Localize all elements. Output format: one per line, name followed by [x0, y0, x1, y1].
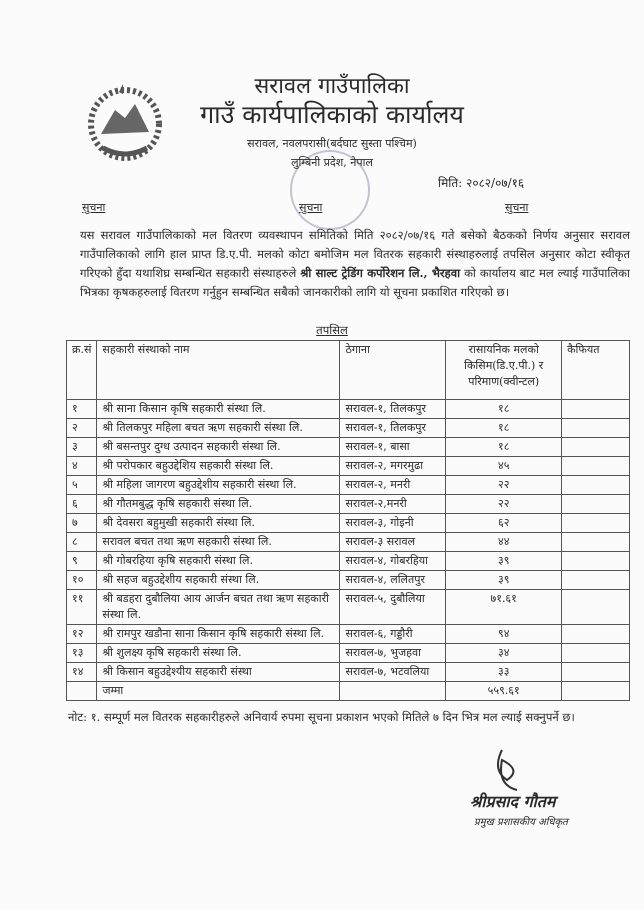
row-sn: १० — [67, 571, 97, 590]
row-address: सरावल-१, तिलकपुर — [340, 419, 446, 438]
table-row — [67, 400, 630, 419]
row-remarks — [562, 476, 630, 495]
row-address: सरावल-३, गोइनी — [340, 514, 446, 533]
col-address: ठेगाना — [340, 341, 446, 400]
row-name: श्री बसन्तपुर दुग्ध उत्पादन सहकारी संस्था लि. — [97, 438, 340, 457]
row-quantity: ३९ — [446, 552, 562, 571]
row-sn: १ — [67, 400, 97, 419]
row-sn: ५ — [67, 476, 97, 495]
row-quantity: ४५ — [446, 457, 562, 476]
row-sn: १२ — [67, 625, 97, 644]
row-remarks — [562, 419, 630, 438]
row-remarks — [562, 495, 630, 514]
body-text: यस सरावल गाउँपालिकाको मल वितरण व्यवस्थापन समितिको मिति २०८२/०७/१६ गते बसेको बैठकको निर्णय अनुसार सरावल गाउँपालिकाको लागि हाल प्राप्त डि.ए.पी. मलको कोटा बमोजिम मल वितरक सहकारी संस्थाहरुलाई तपसिल अनुसार कोटा स्वीकृत गरिएको हुँदा यथाशिघ्र सम्बन्धित सहकारी संस्थाहरुले — [80, 228, 630, 280]
table-total-row — [67, 682, 630, 701]
row-sn: १३ — [67, 644, 97, 663]
signatory-title: प्रमुख प्रशासकीय अधिकृत — [474, 817, 568, 828]
total-sn — [67, 682, 97, 701]
notice-label-right: सुचना — [505, 201, 529, 214]
total-label: जम्मा — [97, 682, 340, 701]
table-row — [67, 625, 630, 644]
row-sn: ११ — [67, 590, 97, 625]
row-remarks — [562, 590, 630, 625]
row-remarks — [562, 533, 630, 552]
row-address: सरावल-१, बासा — [340, 438, 446, 457]
row-name: श्री देवसरा बहुमुखी सहकारी संस्था लि. — [97, 514, 340, 533]
col-sn: क्र.सं — [67, 341, 97, 400]
total-address — [340, 682, 446, 701]
row-quantity: २२ — [446, 495, 562, 514]
row-address: सरावल-३ सरावल — [340, 533, 446, 552]
document-date: मिति: २०८२/०७/१६ — [438, 176, 525, 190]
municipality-title: सरावल गाउँपालिका — [254, 74, 410, 99]
row-quantity: २२ — [446, 476, 562, 495]
table-row — [67, 663, 630, 682]
row-remarks — [562, 571, 630, 590]
table-row — [67, 514, 630, 533]
col-remarks: कैफियत — [562, 341, 630, 400]
table-row — [67, 457, 630, 476]
col-name: सहकारी संस्थाको नाम — [97, 341, 340, 400]
row-address: सरावल-६, गड्डौरी — [340, 625, 446, 644]
details-heading: तपसिल — [316, 323, 348, 337]
row-sn: ७ — [67, 514, 97, 533]
row-address: सरावल-७, भटवलिया — [340, 663, 446, 682]
row-address: सरावल-४, ललितपुर — [340, 571, 446, 590]
notice-label-left: सुचना — [82, 201, 106, 214]
row-name: सरावल बचत तथा ऋण सहकारी संस्था लि. — [97, 533, 340, 552]
table-row — [67, 419, 630, 438]
row-address: सरावल-१, तिलकपुर — [340, 400, 446, 419]
table-header-row — [67, 341, 630, 400]
row-name: श्री साना किसान कृषि सहकारी संस्था लि. — [97, 400, 340, 419]
table-row — [67, 644, 630, 663]
row-sn: ९ — [67, 552, 97, 571]
row-remarks — [562, 514, 630, 533]
row-quantity: ४४ — [446, 533, 562, 552]
table-row — [67, 590, 630, 625]
row-name: श्री गौतमबुद्ध कृषि सहकारी संस्था लि. — [97, 495, 340, 514]
table-row — [67, 476, 630, 495]
row-quantity: ३९ — [446, 571, 562, 590]
row-address: सरावल-२, मगरमुढा — [340, 457, 446, 476]
row-address: सरावल-५, दुबौलिया — [340, 590, 446, 625]
row-remarks — [562, 457, 630, 476]
row-address: सरावल-४, गोबरहिया — [340, 552, 446, 571]
row-quantity: १८ — [446, 419, 562, 438]
row-address: सरावल-२, मनरी — [340, 476, 446, 495]
row-name: श्री रामपुर खडौना साना किसान कृषि सहकारी संस्था लि. — [97, 625, 340, 644]
table-row — [67, 533, 630, 552]
row-remarks — [562, 625, 630, 644]
address-line-1: सरावल, नवलपरासी(बर्दघाट सुस्ता पश्चिम) — [247, 137, 417, 150]
row-sn: १४ — [67, 663, 97, 682]
table-row — [67, 438, 630, 457]
row-quantity: ३४ — [446, 644, 562, 663]
body-text-end: को कार्यालय बाट मल ल्याई गाउँपालिका भित्रका कृषकहरुलाई वितरण गर्नुहुन सम्बन्धित सबैको जानकारीको लागि यो सूचना प्रकाशित गरिएको छ। — [80, 266, 630, 299]
row-name: श्री परोपकार बहुउद्देशिय सहकारी संस्था लि. — [97, 457, 340, 476]
row-name: श्री किसान बहुउद्देश्यीय सहकारी संस्था — [97, 663, 340, 682]
row-sn: ८ — [67, 533, 97, 552]
row-remarks — [562, 663, 630, 682]
row-name: श्री गोबरहिया कृषि सहकारी संस्था लि. — [97, 552, 340, 571]
row-sn: २ — [67, 419, 97, 438]
row-remarks — [562, 644, 630, 663]
table-row — [67, 495, 630, 514]
row-quantity: १८ — [446, 400, 562, 419]
signatory-name: श्रीप्रसाद गौतम — [470, 792, 556, 811]
row-name: श्री बडहरा दुबौलिया आय आर्जन बचत तथा ऋण सहकारी संस्था लि. — [97, 590, 340, 625]
row-quantity: ९४ — [446, 625, 562, 644]
row-sn: ६ — [67, 495, 97, 514]
row-quantity: ७१.६१ — [446, 590, 562, 625]
address-line-2: लुम्बिनी प्रदेश, नेपाल — [291, 156, 373, 169]
note-text: नोट: १. सम्पूर्ण मल वितरक सहकारीहरुले अनिवार्य रुपमा सूचना प्रकाशन भएको मितिले ७ दिन भित्र मल ल्याई सक्नुपर्ने छ। — [68, 710, 575, 724]
row-sn: ३ — [67, 438, 97, 457]
row-name: श्री तिलकपुर महिला बचत ऋण सहकारी संस्था लि. — [97, 419, 340, 438]
allocation-table — [66, 340, 630, 701]
office-title: गाउँ कार्यपालिकाको कार्यालय — [200, 100, 464, 129]
notice-body — [80, 226, 630, 302]
col-quantity: रासायनिक मलको किसिम(डि.ए.पी.) र परिमाण(क्वीन्टल) — [446, 341, 562, 400]
row-address: सरावल-२,मनरी — [340, 495, 446, 514]
table-row — [67, 552, 630, 571]
row-remarks — [562, 552, 630, 571]
row-address: सरावल-७, भुजहवा — [340, 644, 446, 663]
table-row — [67, 571, 630, 590]
notice-label-center: सुचना — [299, 201, 323, 214]
supplier-name: श्री साल्ट ट्रेडिंग कर्पोरेशन लि., भैरहवा — [300, 266, 461, 280]
row-remarks — [562, 438, 630, 457]
row-name: श्री शुलक्ष्य कृषि सहकारी संस्था लि. — [97, 644, 340, 663]
row-name: श्री सहज बहुउद्देशीय सहकारी संस्था लि. — [97, 571, 340, 590]
row-quantity: ६२ — [446, 514, 562, 533]
row-remarks — [562, 400, 630, 419]
total-remarks — [562, 682, 630, 701]
total-quantity: ५५९.६१ — [446, 682, 562, 701]
row-quantity: ३३ — [446, 663, 562, 682]
row-sn: ४ — [67, 457, 97, 476]
row-quantity: १८ — [446, 438, 562, 457]
row-name: श्री महिला जागरण बहुउद्देशीय सहकारी संस्था लि. — [97, 476, 340, 495]
